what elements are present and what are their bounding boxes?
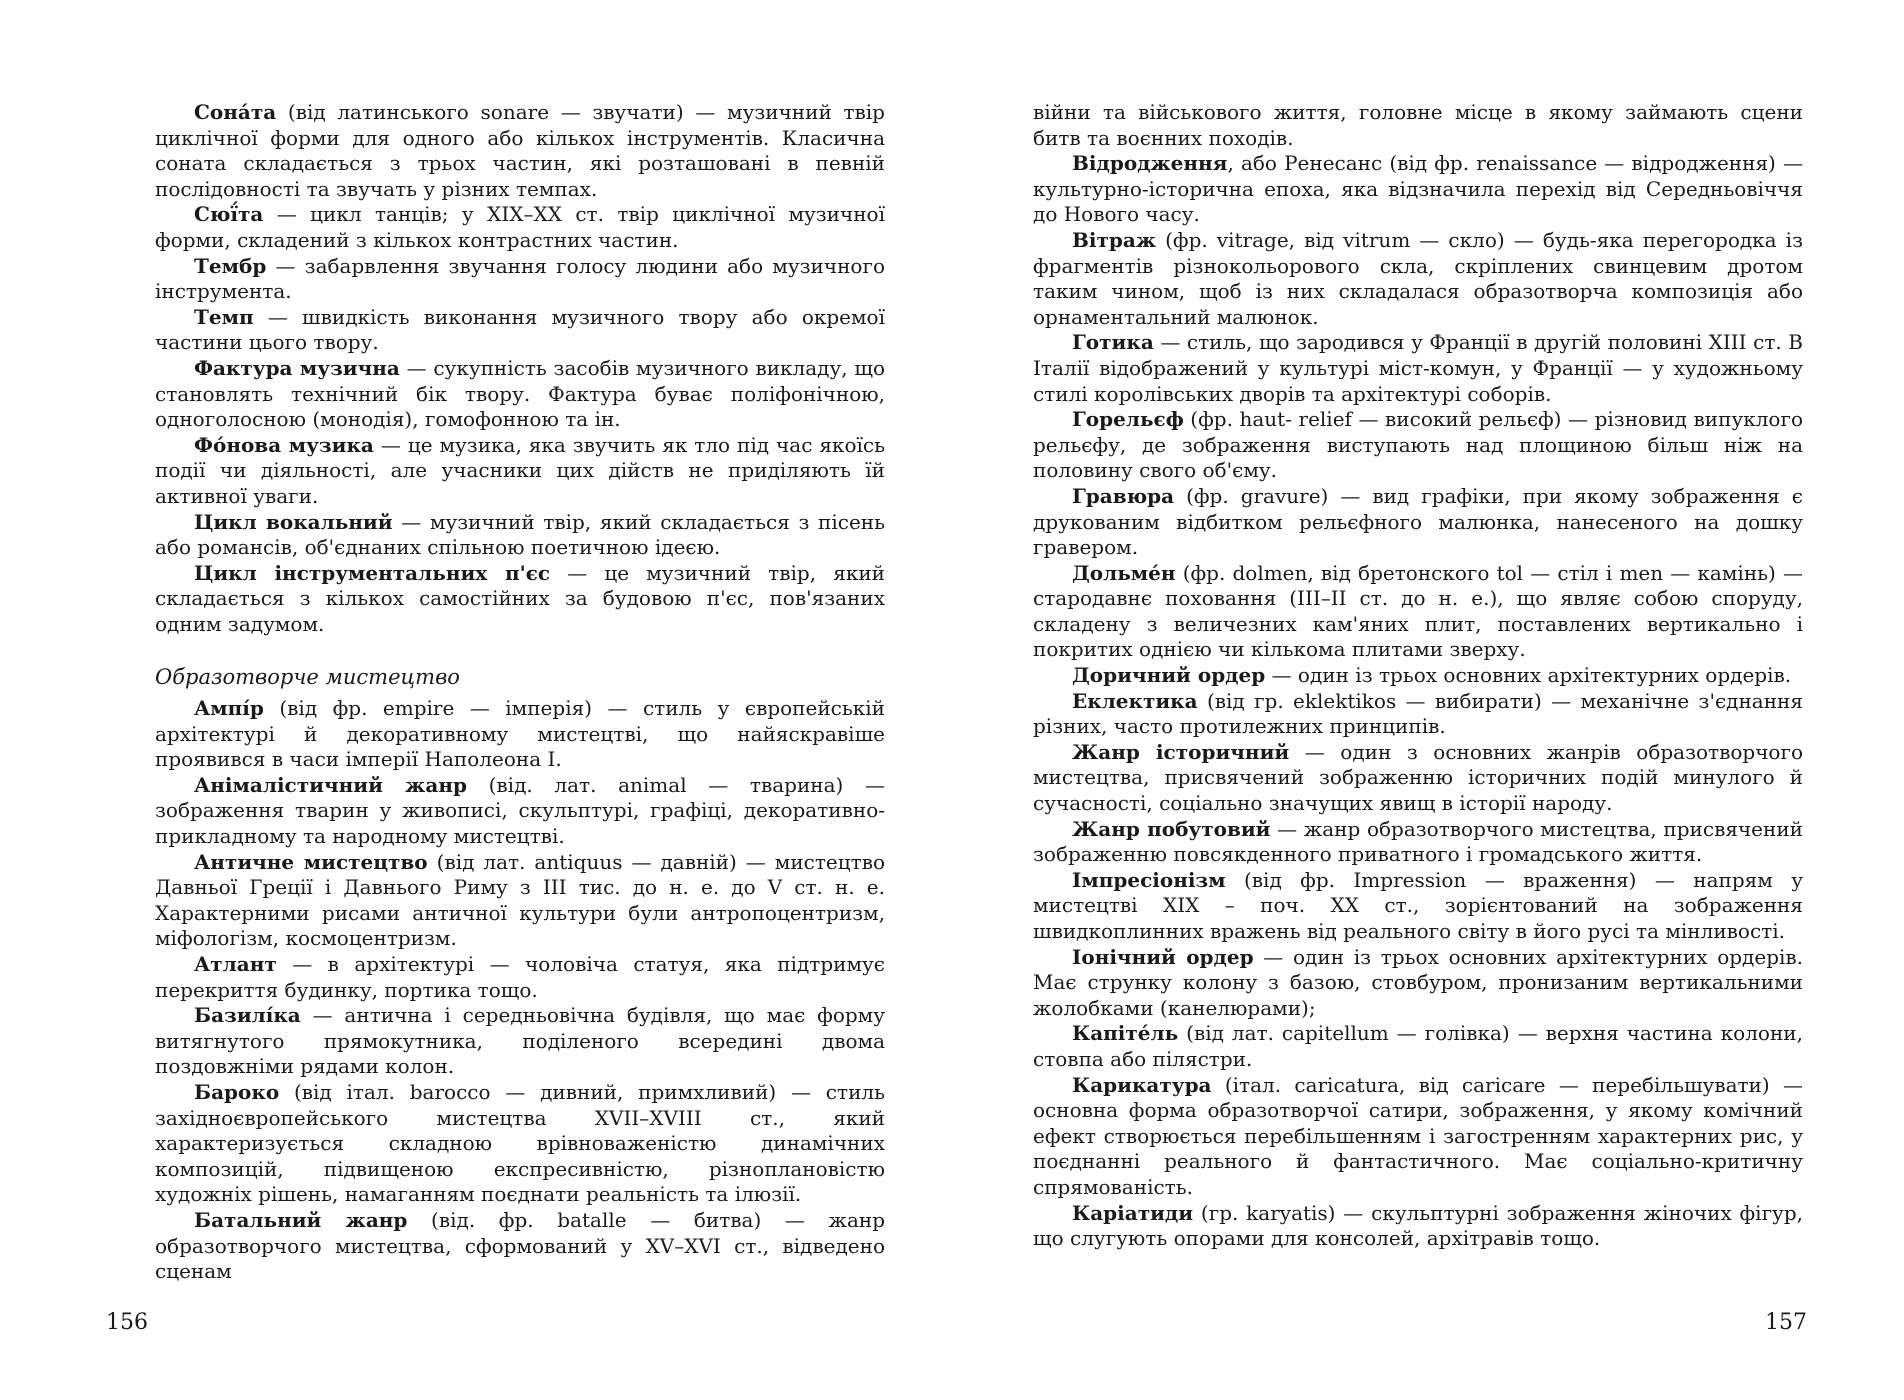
entry-term: Цикл вокальний [194, 509, 393, 534]
glossary-entry [1033, 330, 1803, 407]
entry-term: Дольме́н [1072, 560, 1176, 585]
entry-term: Цикл інструментальних п'єс [194, 560, 551, 585]
entry-term: Карикатура [1072, 1072, 1212, 1097]
page-number-left: 156 [106, 1310, 148, 1335]
glossary-entry [155, 305, 885, 356]
entry-definition: — це музичний твір, який складається з кількох самостійних за будовою п'єс, пов'язаних одним задумом. [155, 560, 885, 636]
glossary-entry [155, 773, 885, 850]
entry-term: Фо́нова музика [194, 432, 374, 457]
entry-term: Фактура музична [194, 355, 400, 380]
entry-definition: (від латинського sonare — звучати) — музичний твір циклічної форми для одного або кількох інструментів. Класична соната складається з трьох частин, які розташовані в певній послідовності та звучать у різних темпах. [155, 100, 885, 201]
glossary-entry [155, 850, 885, 952]
glossary-entry [1033, 689, 1803, 740]
entry-term: Іонічний ордер [1072, 944, 1254, 969]
entry-term: Гравюра [1072, 483, 1175, 508]
entry-definition: — один із трьох основних архітектурних ордерів. [1265, 663, 1792, 688]
glossary-entry [1033, 740, 1803, 817]
entry-definition: (від фр. empire — імперія) — стиль у європейській архітектурі й декоративному мистецтві, що найяскравіше проявився в часи імперії Наполеона І. [155, 696, 885, 772]
page-number-right: 157 [1765, 1310, 1807, 1335]
entry-definition: (від. фр. batalle — битва) — жанр образотворчого мистецтва, сформований у XV–XVI ст., відведено сценам [155, 1207, 886, 1284]
entry-term: Античне мистецтво [194, 849, 428, 874]
entry-term: Сюї́та [194, 202, 264, 227]
glossary-entry [155, 100, 885, 202]
entry-definition: (від лат. antiquus — давній) — мистецтво Давньої Греції і Давнього Риму з ІІІ тис. до н. е. до V ст. н. е. Характерними рисами античної культури були антропоцентризм, міфологізм, космоцентризм. [155, 849, 885, 951]
entry-term: Бароко [194, 1079, 280, 1104]
glossary-entry [155, 356, 885, 433]
entry-definition: — швидкість виконання музичного твору або окремої частини цього твору. [155, 304, 885, 355]
entry-definition: (від італ. barocco — дивний, примхливий) — стиль західноєвропейського мистецтва XVII–XVIII ст., який характеризується складною врівноваженістю динамічних композицій, підвищеною експресивністю, різноплановістю художніх рішень, намаганням поєднати реальність та ілюзії. [155, 1079, 885, 1207]
glossary-entry [1033, 1021, 1803, 1072]
entry-definition: (італ. caricatura, від caricare — перебільшувати) — основна форма образотворчої сатири, зображення, у якому комічний ефект створюється перебільшенням і загостренням характерних рис, у поєднанні реального й фантастичного. Має соціально-критичну спрямованість. [1033, 1072, 1803, 1199]
glossary-entry [1033, 945, 1803, 1022]
entry-definition: — забарвлення звучання голосу людини або музичного інструмента. [155, 253, 885, 304]
entry-definition: (від фр. Impression — враження) — напрям у мистецтві XIX – поч. XX ст., зорієнтований на зображення швидкоплинних вражень від реального світу в його русі та мінливості. [1033, 867, 1803, 943]
entry-term: Доричний ордер [1072, 663, 1266, 688]
glossary-entry [155, 510, 885, 561]
glossary-entry [155, 1208, 885, 1285]
section-heading: Образотворче мистецтво [155, 665, 460, 690]
entry-term: Тембр [194, 253, 267, 278]
entry-term: Жанр історичний [1072, 739, 1290, 764]
glossary-entry [1033, 1073, 1803, 1201]
entry-term: Атлант [194, 952, 277, 976]
right-page [1033, 100, 1803, 1252]
entry-term: Капіте́ль [1072, 1021, 1179, 1046]
glossary-entry [1033, 484, 1803, 561]
entry-definition: (фр. gravure) — вид графіки, при якому зображення є друкованим відбитком рельєфного малюнка, нанесеного на дошку гравером. [1033, 483, 1803, 560]
entry-term: Анімалістичний жанр [194, 772, 467, 797]
entry-term: Сона́та [194, 100, 277, 124]
entry-definition: — антична і середньовічна будівля, що має форму витягнутого прямокутника, поділеного всередині двома поздовжніми рядами колон. [155, 1003, 885, 1079]
entry-definition: (фр. vitrage, від vitrum — скло) — будь-яка перегородка із фрагментів різнокольорового скла, скріплених свинцевим дротом таким чином, щоб із них складалася образотворча композиція або орнаментальний малюнок. [1033, 227, 1803, 329]
glossary-entry [1033, 561, 1803, 663]
glossary-entry [1033, 228, 1803, 330]
entry-term: Еклектика [1072, 688, 1198, 713]
entry-term: Ампі́р [194, 696, 264, 721]
entry-definition: (гр. karyatis) — скульптурні зображення жіночих фігур, що слугують опорами для консолей, архітравів тощо. [1033, 1200, 1803, 1251]
glossary-entry [1033, 663, 1803, 689]
entry-term: Горельєф [1072, 407, 1184, 432]
glossary-entry [155, 1080, 885, 1208]
entry-definition: (від. лат. animal — тварина) — зображення тварин у живописі, скульптурі, графіці, декоративно-прикладному та народному мистецтві. [155, 772, 885, 849]
entry-definition: — стиль, що зародився у Франції в другій половині XIII ст. В Італії відображений у культурі міст-комун, у Франції — у художньому стилі королівських дворів та архітектурі соборів. [1033, 330, 1803, 406]
entry-definition: (від гр. eklektikos — вибирати) — механічне з'єднання різних, часто протилежних принципів. [1033, 688, 1803, 739]
entry-term: Імпресіонізм [1072, 867, 1226, 892]
entry-term: Вітраж [1072, 227, 1157, 252]
glossary-entry [155, 696, 885, 773]
glossary-entry [155, 433, 885, 510]
entry-definition: — цикл танців; у XIX–XX ст. твір циклічної музичної форми, складений з кількох контрастних частин. [155, 202, 885, 252]
entry-term: Відродження [1072, 151, 1228, 176]
entry-definition: — один з основних жанрів образотворчого мистецтва, присвячений зображенню історичних подій минулого й сучасності, соціально значущих явищ в історії народу. [1033, 739, 1803, 816]
entry-definition: — це музика, яка звучить як тло під час якоїсь події чи діяльності, але учасники цих дійств не приділяють їй активної уваги. [155, 432, 886, 508]
entry-definition: — сукупність засобів музичного викладу, що становлять технічний бік твору. Фактура буває поліфонічною, одноголосною (монодія), гомофонною та ін. [155, 355, 885, 432]
entry-term: Батальний жанр [194, 1207, 408, 1232]
glossary-entry [1033, 407, 1803, 484]
left-page [155, 100, 885, 1285]
glossary-entry [1033, 151, 1803, 228]
entry-definition: (фр. haut- relief — високий рельєф) — різновид випуклого рельєфу, де зображення виступають над площиною більш ніж на половину свого об'єму. [1033, 407, 1803, 483]
entry-definition: (від лат. capitellum — голівка) — верхня частина колони, стовпа або пілястри. [1033, 1021, 1803, 1071]
entry-definition: — один із трьох основних архітектурних ордерів. Має струнку колону з базою, стовбуром, пронизаним вертикальними жолобками (канелюрами); [1033, 944, 1804, 1020]
entry-definition: — музичний твір, який складається з пісень або романсів, об'єднаних спільною поетичною ідеєю. [155, 509, 885, 560]
entry-definition: — жанр образотворчого мистецтва, присвячений зображенню повсякденного приватного і громадського життя. [1033, 816, 1804, 867]
glossary-entry [1033, 868, 1803, 945]
entry-term: Каріатиди [1072, 1200, 1194, 1225]
entry-definition: — в архітектурі — чоловіча статуя, яка підтримує перекриття будинку, портика тощо. [155, 952, 885, 1002]
entry-term: Темп [194, 304, 254, 329]
glossary-entry [1033, 1201, 1803, 1252]
entry-definition: , або Ренесанс (від фр. renaissance — відродження) — культурно-історична епоха, яка відзначила перехід від Середньовіччя до Нового часу. [1033, 151, 1803, 227]
glossary-entry [155, 254, 885, 305]
glossary-entry [155, 1003, 885, 1080]
glossary-entry [155, 952, 885, 1003]
glossary-entry [155, 202, 885, 253]
entry-term: Жанр побутовий [1072, 816, 1271, 841]
glossary-entry [155, 561, 885, 638]
entry-term: Базилі́ка [194, 1003, 301, 1028]
continued-paragraph: війни та військового життя, головне місце в якому займають сцени битв та воєнних походів. [1033, 100, 1803, 150]
entry-term: Готика [1072, 330, 1154, 355]
glossary-entry [1033, 817, 1803, 868]
entry-definition: (фр. dolmen, від бретонского tol — стіл і men — камінь) — стародавнє поховання (ІІІ–ІІ ст. до н. е.), що являє собою споруду, складену з величезних кам'яних плит, поставлених вертикально і покритих однією чи кількома плитами зверху. [1033, 560, 1803, 662]
